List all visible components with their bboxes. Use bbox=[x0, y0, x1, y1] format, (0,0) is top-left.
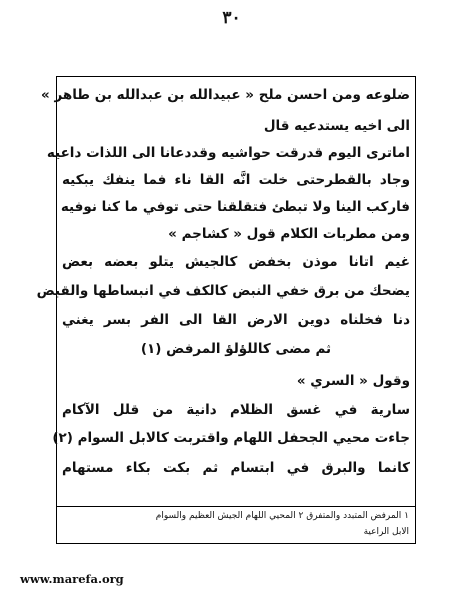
page-number: ٣٠ bbox=[222, 8, 241, 28]
text-line: ومن مطربات الكلام قول « كشاجم » bbox=[168, 226, 410, 242]
text-line: فاركب الينا ولا تبطئ فتقلقنا حتى توفي ما كنا نوفيه bbox=[60, 199, 410, 215]
footnote: ١ المرفض المتبدد والمتفرق ٢ المحيي اللهام الجيش العظيم والسوام bbox=[155, 511, 409, 521]
text-line: الى اخيه يستدعيه قال bbox=[263, 118, 410, 134]
text-line: وجاد بالقطرحتى خلت انَّه القا ناء فما ينفك يبكيه bbox=[62, 172, 410, 188]
text-line: ثم مضى كاللؤلؤ المرفض (١) bbox=[140, 341, 332, 357]
text-frame bbox=[36, 76, 416, 544]
text-line: غيم اتانا موذن بخفض كالجيش يتلو بعضه بعض bbox=[62, 254, 410, 270]
text-line: اماترى اليوم قدرقت حواشيه وقددعانا الى اللذات داعيه bbox=[46, 145, 410, 161]
text-line: كانما والبرق في ابتسام ثم بكت بكاء مستهام bbox=[62, 460, 410, 476]
text-line: دنا فخلناه دوين الارض القا الى الفر بسر يغني bbox=[62, 312, 410, 328]
footnote-divider bbox=[57, 506, 415, 507]
footnote: الابل الراعية bbox=[363, 527, 409, 537]
text-line: يضحك من برق خفي النبض كالكف في انبساطها والقبض bbox=[36, 283, 410, 299]
text-line: ضلوعه ومن احسن ملح « عبيدالله بن عبدالله بن طاهر » bbox=[41, 87, 410, 103]
watermark-url: www.marefa.org bbox=[20, 572, 124, 586]
text-line: سارية في غسق الظلام دانية من قلل الآكام bbox=[62, 402, 410, 418]
text-line: جاءت محيي الجحفل اللهام واقتربت كالابل السوام (٢) bbox=[52, 430, 410, 446]
text-line: وقول « السري » bbox=[296, 373, 410, 389]
